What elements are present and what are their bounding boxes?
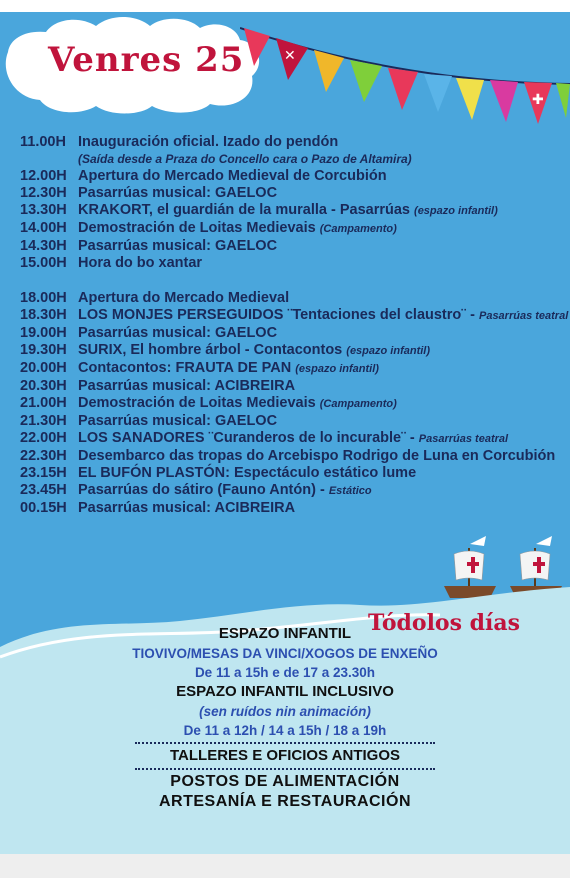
row-event [78, 448, 555, 465]
page-title: Venres 25 [48, 40, 245, 80]
postos-line-2: ARTESANÍA E RESTAURACIÓN [158, 793, 411, 810]
postos-line-1: POSTOS DE ALIMENTACIÓN [170, 773, 400, 790]
row-event-text: Apertura do Mercado Medieval de Corcubión [78, 168, 387, 184]
row-event-text: KRAKORT, el guardián de la muralla - Pasarrúas [78, 202, 410, 218]
row-time: 14.00H [20, 220, 67, 236]
schedule-row [20, 395, 570, 413]
schedule-row [20, 430, 570, 448]
espazo-infantil: ESPAZO INFANTIL [218, 625, 352, 642]
row-event [78, 378, 295, 395]
divider [135, 768, 435, 770]
schedule-row [20, 413, 570, 430]
row-note: (espazo infantil) [346, 345, 431, 357]
row-note: (espazo infantil) [295, 363, 379, 375]
row-note: (Campamento) [319, 398, 397, 410]
row-event [78, 307, 568, 325]
row-event [78, 255, 202, 272]
divider [135, 742, 435, 744]
svg-text:✕: ✕ [284, 48, 296, 64]
row-time: 19.00H [20, 325, 67, 341]
row-event [78, 360, 379, 378]
row-event [78, 151, 412, 168]
activities: TIOVIVO/MESAS DA VINCI/XOGOS DE ENXEÑO [132, 646, 438, 661]
schedule-row [20, 202, 570, 220]
row-event [78, 413, 277, 430]
row-event [78, 168, 387, 185]
row-time: 12.30H [20, 185, 67, 201]
row-event-text: Demostración de Loitas Medievais [78, 395, 316, 411]
schedule-row [20, 448, 570, 465]
sen-ruidos: (sen ruídos nin animación) [199, 704, 371, 719]
bottom-strip [0, 854, 570, 878]
row-event-text: Pasarrúas musical: GAELOC [78, 185, 278, 201]
schedule [20, 134, 570, 517]
row-time: 20.00H [20, 360, 67, 376]
row-time: 13.30H [20, 202, 67, 218]
row-event-text: Pasarrúas musical: GAELOC [78, 325, 278, 341]
row-event-text: Demostración de Loitas Medievais [78, 220, 316, 236]
row-event-text: Pasarrúas musical: GAELOC [78, 238, 278, 254]
schedule-row [20, 325, 570, 342]
row-note: Pasarrúas teatral [478, 310, 569, 322]
row-event-text: Hora do bo xantar [78, 255, 203, 271]
row-event-text: (Saída desde a Praza do Concello cara o Pazo de Altamira) [78, 152, 412, 166]
row-event [78, 325, 277, 342]
row-event [78, 395, 397, 413]
row-time: 23.15H [20, 465, 67, 481]
row-time: 12.00H [20, 168, 67, 184]
row-time: 20.30H [20, 378, 67, 394]
row-event-text: Pasarrúas do sátiro (Fauno Antón) - [78, 482, 325, 498]
schedule-row [20, 238, 570, 255]
schedule-row [20, 307, 570, 325]
row-time: 21.00H [20, 395, 67, 411]
row-event-text: Pasarrúas musical: ACIBREIRA [78, 500, 296, 516]
schedule-row [20, 500, 570, 517]
row-note: Estático [328, 485, 372, 497]
schedule-row [20, 482, 570, 500]
row-note: Pasarrúas teatral [418, 433, 509, 445]
row-event-text: Apertura do Mercado Medieval [78, 290, 290, 306]
row-event-text: Contacontos: FRAUTA DE PAN [78, 360, 292, 376]
schedule-row [20, 255, 570, 272]
talleres: TALLERES E OFICIOS ANTIGOS [169, 747, 400, 764]
poster [0, 12, 570, 854]
row-time: 23.45H [20, 482, 67, 498]
schedule-row [20, 290, 570, 307]
row-event-text: SURIX, El hombre árbol - Contacontos [78, 342, 343, 358]
schedule-row [20, 360, 570, 378]
hours-inclusivo: De 11 a 12h / 14 a 15h / 18 a 19h [183, 723, 387, 738]
schedule-row [20, 220, 570, 238]
row-time: 15.00H [20, 255, 67, 271]
row-time: 22.30H [20, 448, 67, 464]
svg-text:✚: ✚ [532, 92, 544, 108]
row-time: 19.30H [20, 342, 67, 358]
row-event-text: LOS SANADORES ¨Curanderos de lo incurable¨ - [78, 430, 415, 446]
row-event [78, 185, 277, 202]
row-time: 11.00H [20, 134, 66, 150]
espazo-inclusivo: ESPAZO INFANTIL INCLUSIVO [176, 683, 394, 700]
row-time: 18.30H [20, 307, 67, 323]
schedule-row [20, 342, 570, 360]
row-event [78, 482, 372, 500]
bunting-flags-icon [240, 22, 570, 142]
row-event-text: Pasarrúas musical: GAELOC [78, 413, 278, 429]
row-time: 14.30H [20, 238, 67, 254]
row-event [78, 342, 430, 360]
schedule-row [20, 185, 570, 202]
row-event [78, 220, 397, 238]
row-time: 00.15H [20, 500, 67, 516]
row-note: (espazo infantil) [414, 205, 498, 217]
schedule-row [20, 151, 570, 168]
row-time: 21.30H [20, 413, 67, 429]
row-event [78, 238, 277, 255]
row-event [78, 500, 295, 517]
schedule-evening [20, 290, 570, 517]
todolos-dias: Tódolos días [368, 610, 521, 636]
row-event [78, 134, 338, 151]
row-event-text: Pasarrúas musical: ACIBREIRA [78, 378, 296, 394]
row-time: 18.00H [20, 290, 67, 306]
hours-infantil: De 11 a 15h e de 17 a 23.30h [194, 665, 376, 680]
schedule-row [20, 378, 570, 395]
schedule-morning [20, 134, 570, 272]
row-event [78, 290, 289, 307]
row-event-text: Inauguración oficial. Izado do pendón [78, 134, 339, 150]
row-time: 22.00H [20, 430, 67, 446]
row-event [78, 465, 416, 482]
row-event [78, 202, 498, 220]
info-block [0, 624, 570, 812]
schedule-row [20, 134, 570, 151]
schedule-row [20, 168, 570, 185]
row-event-text: Desembarco das tropas do Arcebispo Rodrigo de Luna en Corcubión [78, 448, 556, 464]
row-event [78, 430, 508, 448]
row-event-text: LOS MONJES PERSEGUIDOS ¨Tentaciones del claustro¨ - [78, 307, 475, 323]
row-note: (Campamento) [319, 223, 397, 235]
schedule-row [20, 465, 570, 482]
row-event-text: EL BUFÓN PLASTÓN: Espectáculo estático lume [78, 465, 417, 481]
